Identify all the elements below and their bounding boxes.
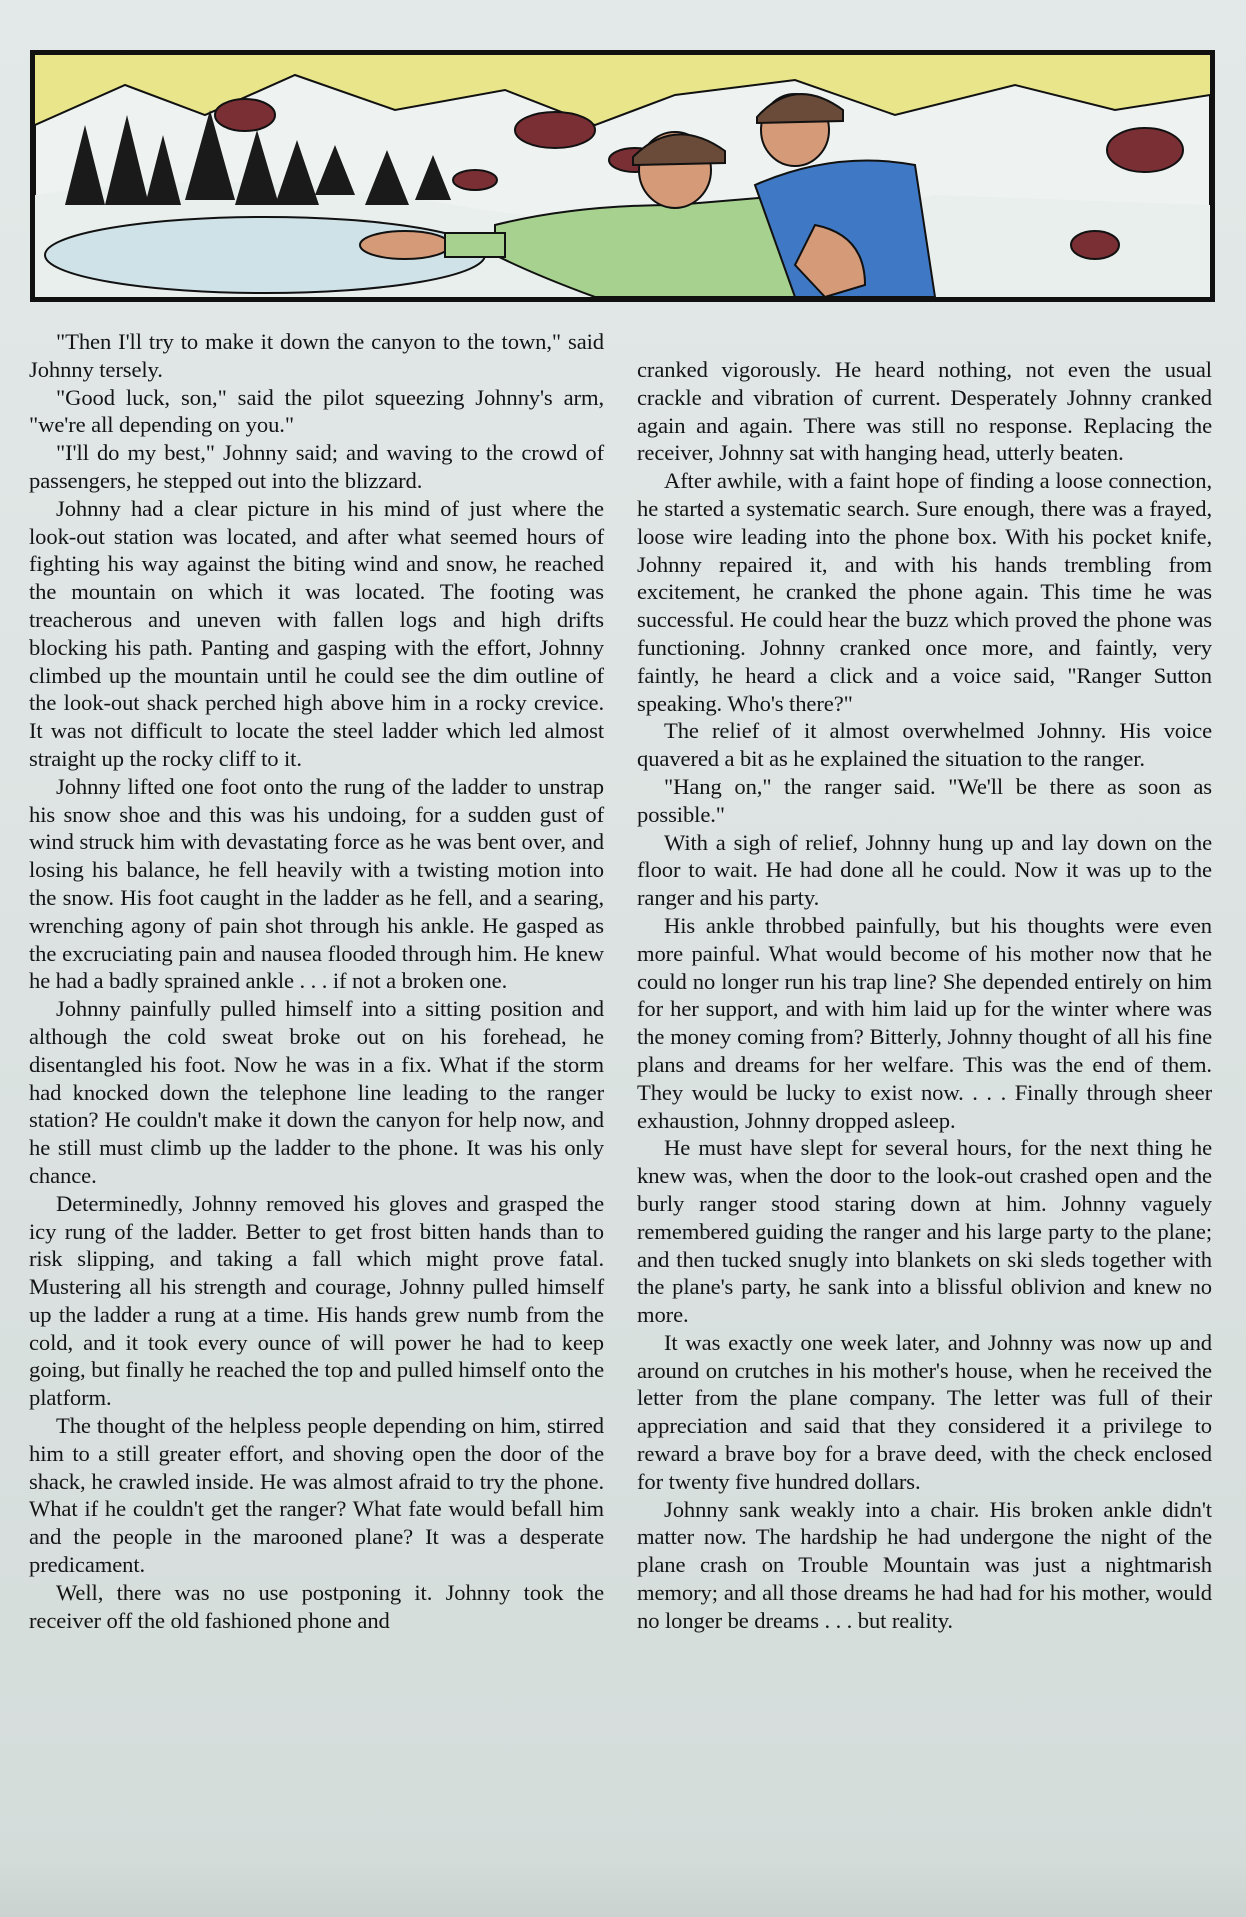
paragraph: It was exactly one week later, and Johnny was now up and around on crutches in his mother's house, when he received the letter from the plane company. The letter was full of their appreciation and said that they considered it a privilege to reward a brave boy for a brave deed, with the check enclosed for twenty five hundred dollars. (637, 1329, 1212, 1494)
paragraph: Johnny had a clear picture in his mind of just where the look-out station was located, and after what seemed hours of fighting his way against the biting wind and snow, he reached the mountain on which it was located. The footing was treacherous and uneven with fallen logs and high drifts blocking his path. Panting and gasping with the effort, Johnny climbed up the mountain until he could see the dim outline of the look-out shack perched high above him in a rocky crevice. It was not difficult to locate the steel ladder which led almost straight up the rocky cliff to it. (29, 495, 604, 771)
snow-mountain-scene-icon (35, 55, 1210, 297)
paragraph: After awhile, with a faint hope of finding a loose connection, he started a systematic search. Sure enough, there was a frayed, loose wire leading into the phone box. With his pocket knife, Johnny repaired it, and with his hands trembling from excitement, he cranked the phone again. This time he was successful. He could hear the buzz which proved the phone was functioning. Johnny cranked once more, and faintly, very faintly, he heard a click and a voice said, "Ranger Sutton speaking. Who's there?" (637, 468, 1212, 716)
paragraph: "Then I'll try to make it down the canyon to the town," said Johnny tersely. (29, 329, 604, 382)
paragraph: The relief of it almost overwhelmed Johnny. His voice quavered a bit as he explained the situation to the ranger. (637, 718, 1212, 772)
paragraph: Johnny sank weakly into a chair. His broken ankle didn't matter now. The hardship he had undergone the night of the plane crash on Trouble Mountain was just a nightmarish memory; and all those dreams he had had for his mother, would no longer be dreams . . . but reality. (637, 1496, 1212, 1633)
left-text-column (29, 328, 604, 1634)
right-text-column (637, 356, 1212, 1635)
paragraph: Well, there was no use postponing it. Johnny took the receiver off the old fashioned phone and (29, 1579, 604, 1633)
paragraph: He must have slept for several hours, for the next thing he knew was, when the door to the look-out crashed open and the burly ranger stood staring down at him. Johnny vaguely remembered guiding the ranger and his large party to the plane; and then tucked snugly into blankets on ski sleds together with the plane's party, he sank into a blissful oblivion and knew no more. (637, 1135, 1212, 1328)
paragraph: With a sigh of relief, Johnny hung up and lay down on the floor to wait. He had done all he could. Now it was up to the ranger and his party. (637, 829, 1212, 911)
paragraph: "I'll do my best," Johnny said; and waving to the crowd of passengers, he stepped out into the blizzard. (29, 440, 604, 493)
paragraph: Johnny painfully pulled himself into a sitting position and although the cold sweat broke out on his forehead, he disentangled his foot. Now he was in a fix. What if the storm had knocked down the telephone line leading to the ranger station? He couldn't make it down the canyon for help now, and he still must climb up the ladder to the phone. It was his only chance. (29, 996, 604, 1188)
paragraph: "Hang on," the ranger said. "We'll be there as soon as possible." (637, 773, 1212, 827)
paragraph: "Good luck, son," said the pilot squeezing Johnny's arm, "we're all depending on you." (29, 384, 604, 438)
comic-illustration-panel (30, 50, 1215, 302)
page-bottom-shading (0, 1857, 1246, 1917)
paragraph: cranked vigorously. He heard nothing, not even the usual crackle and vibration of current. Desperately Johnny cranked again and again. There was still no response. Replacing the receiver, Johnny sat with hanging head, utterly beaten. (637, 357, 1212, 466)
paragraph: Determinedly, Johnny removed his gloves and grasped the icy rung of the ladder. Better to get frost bitten hands than to risk slipping, and taking a fall which might prove fatal. Mustering all his strength and courage, Johnny pulled himself up the ladder a rung at a time. His hands grew numb from the cold, and it took every ounce of will power he had to keep going, but finally he reached the top and pulled himself onto the platform. (29, 1190, 604, 1411)
paragraph: Johnny lifted one foot onto the rung of the ladder to unstrap his snow shoe and this was his undoing, for a sudden gust of wind struck him with devastating force as he was bent over, and losing his balance, he fell heavily with a twisting motion into the snow. His foot caught in the ladder as he fell, and a searing, wrenching agony of pain shot through his ankle. He gasped as the excruciating pain and nausea flooded through him. He knew he had a badly sprained ankle . . . if not a broken one. (29, 773, 604, 994)
paragraph: The thought of the helpless people depending on him, stirred him to a still greater effort, and shoving open the door of the shack, he crawled inside. He was almost afraid to try the phone. What if he couldn't get the ranger? What fate would befall him and the people in the marooned plane? It was a desperate predicament. (29, 1413, 604, 1578)
paragraph: His ankle throbbed painfully, but his thoughts were even more painful. What would become of his mother now that he could no longer run his trap line? She depended entirely on him for her support, and with him laid up for the winter where was the money coming from? Bitterly, Johnny thought of all his fine plans and dreams for her welfare. This was the end of them. They would be lucky to exist now. . . . Finally through sheer exhaustion, Johnny dropped asleep. (637, 912, 1212, 1133)
